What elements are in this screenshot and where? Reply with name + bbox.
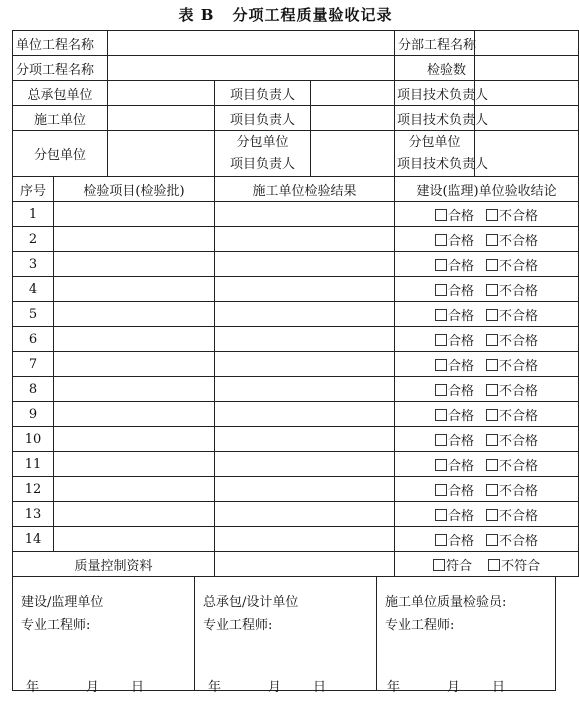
row-item-field[interactable]: [54, 202, 215, 227]
checkbox-icon[interactable]: [435, 234, 447, 246]
col-header-no: 序号: [13, 177, 54, 202]
signature-unit: 建设/监理单位: [21, 595, 104, 610]
conform-option[interactable]: [433, 555, 472, 574]
row-number: 3: [13, 252, 54, 277]
row-conclusion: [395, 352, 579, 377]
sub-unit-text: 分包单位: [236, 134, 289, 150]
fail-label: 不合格: [499, 208, 539, 224]
pass-label: 合格: [448, 483, 475, 499]
checkbox-icon[interactable]: [486, 484, 498, 496]
row-result-field[interactable]: [215, 252, 395, 277]
fail-option[interactable]: [486, 205, 538, 224]
quality-docs-result[interactable]: [215, 552, 395, 577]
pass-option[interactable]: [435, 280, 474, 299]
table-row: [13, 477, 579, 502]
row-number: 11: [13, 452, 54, 477]
row-number: 13: [13, 502, 54, 527]
checkbox-icon[interactable]: [435, 459, 447, 471]
row-number: 8: [13, 377, 54, 402]
construction-unit-label: 施工单位: [13, 106, 108, 131]
row-number: 12: [13, 477, 54, 502]
row-number: 10: [13, 427, 54, 452]
project-lead-label-2: 项目负责人: [215, 106, 311, 131]
inspection-rows: [13, 202, 579, 552]
pass-option[interactable]: [435, 530, 474, 549]
project-tech-lead-field[interactable]: [475, 81, 579, 106]
checkbox-icon[interactable]: [486, 509, 498, 521]
signature-unit: 施工单位质量检验员:: [385, 595, 507, 610]
inspection-form-table: [12, 30, 579, 577]
pass-option[interactable]: [435, 230, 474, 249]
fail-label: 不合格: [499, 233, 539, 249]
pass-option[interactable]: [435, 405, 474, 424]
checkbox-icon[interactable]: [486, 534, 498, 546]
row-conclusion: [395, 452, 579, 477]
signature-role: 专业工程师:: [203, 618, 273, 633]
table-row: [13, 327, 579, 352]
row-item-field[interactable]: [54, 377, 215, 402]
project-tech-lead-field-2[interactable]: [475, 106, 579, 131]
table-label: 表 B: [178, 6, 215, 24]
checkbox-icon[interactable]: [435, 259, 447, 271]
table-row: [13, 302, 579, 327]
fail-option[interactable]: [486, 530, 538, 549]
row-number: 9: [13, 402, 54, 427]
date-day: 日: [313, 680, 327, 695]
table-row: [13, 202, 579, 227]
row-result-field[interactable]: [215, 327, 395, 352]
date-year: 年: [26, 680, 40, 695]
sub-part-project-name-field[interactable]: [475, 31, 579, 56]
table-row: [13, 227, 579, 252]
pass-option[interactable]: [435, 455, 474, 474]
general-contractor-label: 总承包单位: [13, 81, 108, 106]
project-lead-label: 项目负责人: [215, 81, 311, 106]
fail-label: 不合格: [499, 283, 539, 299]
date-day: 日: [492, 680, 506, 695]
row-item-field[interactable]: [54, 227, 215, 252]
project-lead-field[interactable]: [311, 81, 395, 106]
row-item-field[interactable]: [54, 477, 215, 502]
row-result-field[interactable]: [215, 277, 395, 302]
checkbox-icon[interactable]: [435, 334, 447, 346]
inspection-count-field[interactable]: [475, 56, 579, 81]
checkbox-icon[interactable]: [433, 559, 445, 571]
conform-label: 符合: [445, 558, 472, 574]
pass-label: 合格: [448, 233, 475, 249]
checkbox-icon[interactable]: [486, 259, 498, 271]
row-conclusion: [395, 527, 579, 552]
pass-label: 合格: [448, 458, 475, 474]
date-year: 年: [387, 680, 401, 695]
pass-label: 合格: [448, 208, 475, 224]
row-conclusion: [395, 327, 579, 352]
signature-block-owner: [12, 576, 195, 695]
pass-option[interactable]: [435, 380, 474, 399]
fail-option[interactable]: [486, 380, 538, 399]
row-conclusion: [395, 377, 579, 402]
row-result-field[interactable]: [215, 352, 395, 377]
checkbox-icon[interactable]: [435, 434, 447, 446]
table-row: [13, 352, 579, 377]
checkbox-icon[interactable]: [488, 559, 500, 571]
checkbox-icon[interactable]: [486, 334, 498, 346]
table-row: [13, 427, 579, 452]
date-year: 年: [208, 680, 222, 695]
pass-label: 合格: [448, 508, 475, 524]
fail-option[interactable]: [486, 255, 538, 274]
inspection-count-label: 检验数: [395, 56, 475, 81]
pass-option[interactable]: [435, 305, 474, 324]
row-number: 7: [13, 352, 54, 377]
row-result-field[interactable]: [215, 527, 395, 552]
subcontractor-field[interactable]: [108, 131, 215, 177]
row-item-field[interactable]: [54, 277, 215, 302]
pass-label: 合格: [448, 308, 475, 324]
pass-option[interactable]: [435, 505, 474, 524]
col-header-item: 检验项目(检验批): [54, 177, 215, 202]
col-header-conclusion: 建设(监理)单位验收结论: [395, 177, 579, 202]
checkbox-icon[interactable]: [486, 234, 498, 246]
col-header-result: 施工单位检验结果: [215, 177, 395, 202]
sub-unit-tech-lead-field[interactable]: [475, 131, 579, 177]
signature-role: 专业工程师:: [385, 618, 455, 633]
project-lead-text: 项目负责人: [230, 156, 296, 172]
row-result-field[interactable]: [215, 427, 395, 452]
checkbox-icon[interactable]: [486, 284, 498, 296]
checkbox-icon[interactable]: [435, 209, 447, 221]
date-month: 月: [268, 680, 282, 695]
row-number: 14: [13, 527, 54, 552]
fail-label: 不合格: [499, 433, 539, 449]
row-conclusion: [395, 227, 579, 252]
checkbox-icon[interactable]: [486, 434, 498, 446]
row-number: 4: [13, 277, 54, 302]
checkbox-icon[interactable]: [435, 409, 447, 421]
fail-label: 不合格: [499, 383, 539, 399]
project-tech-lead-text: 项目技术负责人: [397, 156, 489, 172]
sub-unit-lead-label: [215, 131, 311, 177]
fail-option[interactable]: [486, 355, 538, 374]
fail-option[interactable]: [486, 455, 538, 474]
sub-part-project-name-label: 分部工程名称: [395, 31, 475, 56]
construction-unit-field[interactable]: [108, 106, 215, 131]
fail-option[interactable]: [486, 505, 538, 524]
general-contractor-field[interactable]: [108, 81, 215, 106]
fail-label: 不合格: [499, 333, 539, 349]
pass-label: 合格: [448, 258, 475, 274]
quality-docs-label: 质量控制资料: [13, 552, 215, 577]
pass-option[interactable]: [435, 255, 474, 274]
fail-option[interactable]: [486, 430, 538, 449]
pass-option[interactable]: [435, 480, 474, 499]
row-result-field[interactable]: [215, 202, 395, 227]
fail-label: 不合格: [499, 258, 539, 274]
fail-option[interactable]: [486, 230, 538, 249]
row-result-field[interactable]: [215, 452, 395, 477]
row-result-field[interactable]: [215, 477, 395, 502]
checkbox-icon[interactable]: [435, 384, 447, 396]
subcontractor-label: 分包单位: [13, 131, 108, 177]
checkbox-icon[interactable]: [486, 409, 498, 421]
signature-block-contractor: [194, 576, 377, 695]
fail-label: 不合格: [499, 533, 539, 549]
table-row: [13, 402, 579, 427]
row-result-field[interactable]: [215, 302, 395, 327]
date-month: 月: [447, 680, 461, 695]
quality-docs-conclusion: [395, 552, 579, 577]
fail-label: 不合格: [499, 508, 539, 524]
sub-unit-tech-lead-label: [395, 131, 489, 177]
checkbox-icon[interactable]: [435, 284, 447, 296]
unit-project-name-field[interactable]: [108, 31, 395, 56]
pass-option[interactable]: [435, 205, 474, 224]
row-conclusion: [395, 477, 579, 502]
fail-option[interactable]: [486, 305, 538, 324]
row-conclusion: [395, 502, 579, 527]
table-row: [13, 377, 579, 402]
row-item-field[interactable]: [54, 402, 215, 427]
row-item-field[interactable]: [54, 252, 215, 277]
fail-option[interactable]: [486, 405, 538, 424]
row-conclusion: [395, 427, 579, 452]
row-item-field[interactable]: [54, 352, 215, 377]
date-day: 日: [131, 680, 145, 695]
pass-option[interactable]: [435, 355, 474, 374]
fail-option[interactable]: [486, 330, 538, 349]
fail-label: 不合格: [499, 408, 539, 424]
row-result-field[interactable]: [215, 377, 395, 402]
sub-item-project-name-field[interactable]: [108, 56, 395, 81]
fail-label: 不合格: [499, 358, 539, 374]
pass-label: 合格: [448, 533, 475, 549]
unit-project-name-label: 单位工程名称: [13, 31, 108, 56]
checkbox-icon[interactable]: [486, 309, 498, 321]
sub-unit-lead-field[interactable]: [311, 131, 395, 177]
row-item-field[interactable]: [54, 302, 215, 327]
row-number: 6: [13, 327, 54, 352]
checkbox-icon[interactable]: [435, 309, 447, 321]
row-conclusion: [395, 252, 579, 277]
sub-item-project-name-label: 分项工程名称: [13, 56, 108, 81]
row-conclusion: [395, 202, 579, 227]
row-number: 5: [13, 302, 54, 327]
row-item-field[interactable]: [54, 502, 215, 527]
fail-label: 不合格: [499, 483, 539, 499]
fail-label: 不合格: [499, 308, 539, 324]
row-item-field[interactable]: [54, 452, 215, 477]
project-tech-lead-label: 项目技术负责人: [395, 81, 475, 106]
row-item-field[interactable]: [54, 527, 215, 552]
pass-label: 合格: [448, 283, 475, 299]
fail-option[interactable]: [486, 280, 538, 299]
fail-option[interactable]: [486, 480, 538, 499]
row-conclusion: [395, 302, 579, 327]
checkbox-icon[interactable]: [435, 359, 447, 371]
title-text: 分项工程质量验收记录: [232, 6, 393, 24]
sub-unit-text-2: 分包单位: [408, 134, 461, 150]
table-row: [13, 452, 579, 477]
checkbox-icon[interactable]: [435, 534, 447, 546]
checkbox-icon[interactable]: [435, 484, 447, 496]
nonconform-label: 不符合: [501, 558, 541, 574]
row-item-field[interactable]: [54, 427, 215, 452]
row-conclusion: [395, 277, 579, 302]
checkbox-icon[interactable]: [486, 209, 498, 221]
date-month: 月: [86, 680, 100, 695]
row-result-field[interactable]: [215, 227, 395, 252]
row-conclusion: [395, 402, 579, 427]
checkbox-icon[interactable]: [486, 459, 498, 471]
row-number: 2: [13, 227, 54, 252]
signature-block-construction: [376, 576, 556, 695]
pass-label: 合格: [448, 333, 475, 349]
row-item-field[interactable]: [54, 327, 215, 352]
pass-label: 合格: [448, 358, 475, 374]
table-row: [13, 277, 579, 302]
pass-label: 合格: [448, 433, 475, 449]
signature-unit: 总承包/设计单位: [203, 595, 299, 610]
table-row: [13, 527, 579, 552]
table-row: [13, 502, 579, 527]
form-title: [0, 4, 571, 25]
project-tech-lead-label-2: 项目技术负责人: [395, 106, 475, 131]
project-lead-field-2[interactable]: [311, 106, 395, 131]
fail-label: 不合格: [499, 458, 539, 474]
checkbox-icon[interactable]: [486, 384, 498, 396]
checkbox-icon[interactable]: [486, 359, 498, 371]
row-result-field[interactable]: [215, 502, 395, 527]
nonconform-option[interactable]: [488, 555, 540, 574]
pass-label: 合格: [448, 408, 475, 424]
checkbox-icon[interactable]: [435, 509, 447, 521]
pass-option[interactable]: [435, 430, 474, 449]
row-number: 1: [13, 202, 54, 227]
table-row: [13, 252, 579, 277]
row-result-field[interactable]: [215, 402, 395, 427]
pass-option[interactable]: [435, 330, 474, 349]
pass-label: 合格: [448, 383, 475, 399]
signature-role: 专业工程师:: [21, 618, 91, 633]
